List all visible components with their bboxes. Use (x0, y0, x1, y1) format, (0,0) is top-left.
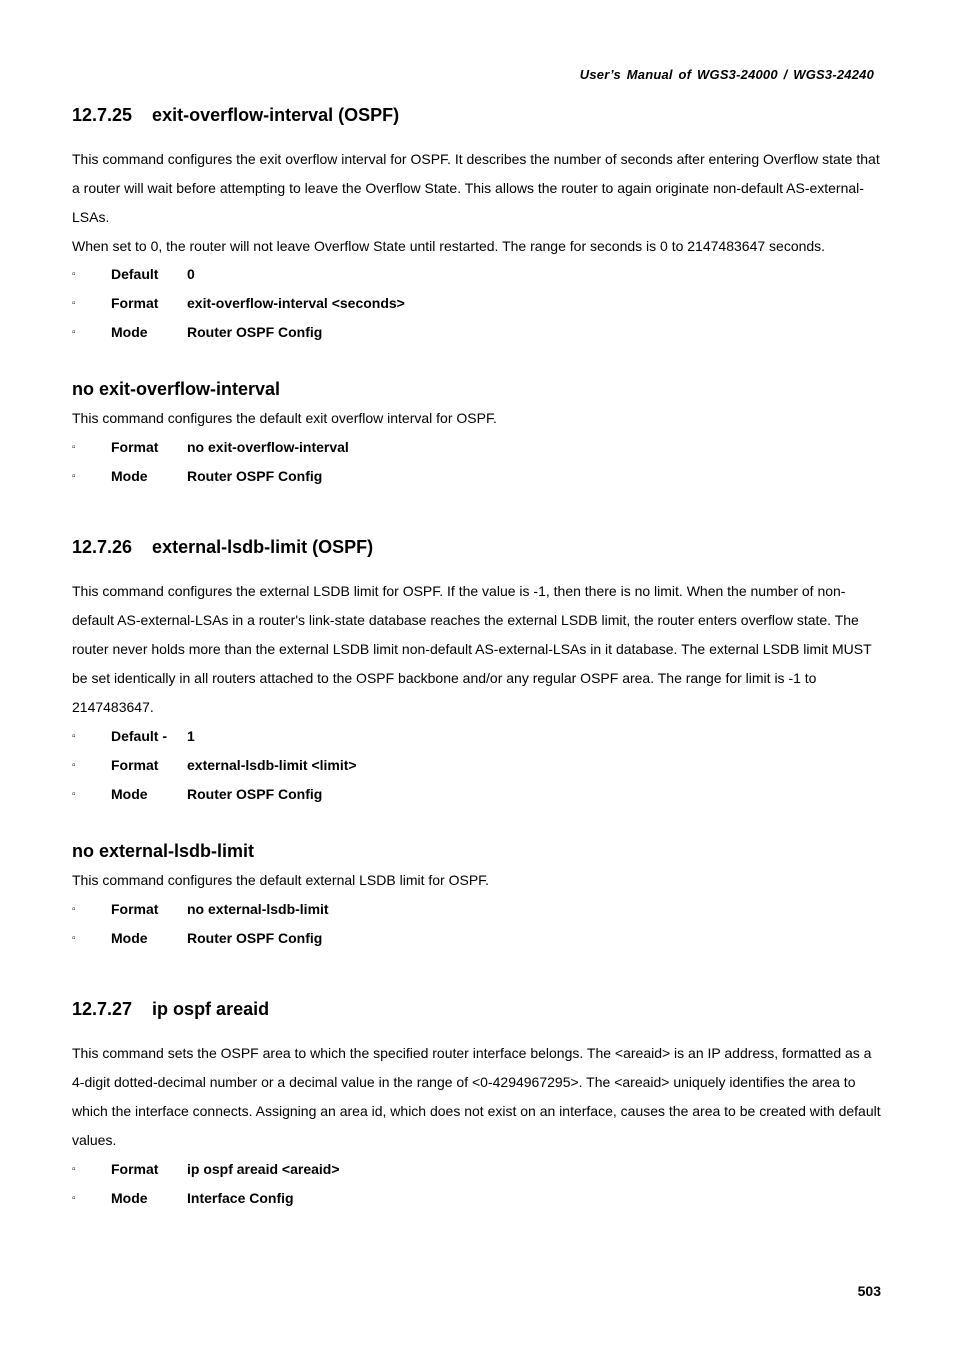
option-format (72, 1155, 340, 1184)
option-format (72, 433, 349, 462)
option-key: Mode (111, 468, 148, 484)
subheading-no-exit-overflow-interval: no exit-overflow-interval (72, 379, 281, 399)
bullet-icon: ▫ (72, 731, 76, 742)
subheading-no-external-lsdb-limit: no external-lsdb-limit (72, 841, 255, 861)
option-mode (72, 780, 357, 809)
paragraph: This command sets the OSPF area to which the specified router interface belongs. The <areaid> is an IP address, formatted as a 4-digit dotted-decimal number or a decimal value in the range of <0-4294967295>. The <areaid> uniquely identifies the area to which the interface connects. Assigning an area id, which does not exist on an interface, causes the area to be created with default values. (72, 1045, 881, 1148)
option-value: Router OSPF Config (187, 930, 323, 946)
option-mode (72, 1184, 340, 1213)
bullet-icon: ▫ (72, 933, 76, 944)
option-mode (72, 318, 405, 347)
option-value: 0 (187, 266, 195, 282)
option-key: Mode (111, 786, 148, 802)
options-list (72, 1155, 340, 1213)
option-value: ip ospf areaid <areaid> (187, 1161, 340, 1177)
paragraph: This command configures the external LSDB limit for OSPF. If the value is -1, then there is no limit. When the number of non-default AS-external-LSAs in a router's link-state database reaches the external LSDB limit, the router enters overflow state. The router never holds more than the external LSDB limit non-default AS-external-LSAs in it database. The external LSDB limit MUST be set identically in all routers attached to the OSPF backbone and/or any regular OSPF area. The range for limit is -1 to 2147483647. (72, 583, 872, 715)
page-number: 503 (857, 1283, 881, 1299)
options-list (72, 260, 405, 347)
option-key: Mode (111, 1190, 148, 1206)
paragraph: This command configures the exit overflow interval for OSPF. It describes the number of seconds after entering Overflow state that a router will wait before attempting to leave the Overflow State. This allows the router to again originate non-default AS-external-LSAs. (72, 151, 880, 225)
option-key: Mode (111, 324, 148, 340)
option-value: Router OSPF Config (187, 324, 323, 340)
paragraph: When set to 0, the router will not leave Overflow State until restarted. The range for seconds is 0 to 2147483647 seconds. (72, 238, 826, 254)
option-value: external-lsdb-limit <limit> (187, 757, 357, 773)
bullet-icon: ▫ (72, 789, 76, 800)
option-key: Default (111, 266, 159, 282)
option-key: Mode (111, 930, 148, 946)
bullet-icon: ▫ (72, 904, 76, 915)
bullet-icon: ▫ (72, 1164, 76, 1175)
bullet-icon: ▫ (72, 298, 76, 309)
running-header: User’s Manual of WGS3-24000 / WGS3-24240 (579, 67, 874, 82)
option-key: Format (111, 1161, 159, 1177)
option-mode (72, 924, 329, 953)
bullet-icon: ▫ (72, 471, 76, 482)
section-body-12-7-25 (72, 145, 884, 261)
paragraph: This command configures the default external LSDB limit for OSPF. (72, 872, 490, 888)
option-format (72, 751, 357, 780)
bullet-icon: ▫ (72, 269, 76, 280)
option-key: Format (111, 901, 159, 917)
options-list (72, 895, 329, 953)
paragraph: This command configures the default exit overflow interval for OSPF. (72, 410, 497, 426)
option-key: Default - (111, 728, 167, 744)
option-value: no exit-overflow-interval (187, 439, 349, 455)
option-default (72, 722, 357, 751)
option-key: Format (111, 439, 159, 455)
section-heading-12-7-27: 12.7.27 ip ospf areaid (72, 999, 270, 1019)
option-value: 1 (187, 728, 195, 744)
option-format (72, 289, 405, 318)
section-heading-12-7-26: 12.7.26 external-lsdb-limit (OSPF) (72, 537, 374, 557)
options-list (72, 433, 349, 491)
option-value: Router OSPF Config (187, 786, 323, 802)
options-list (72, 722, 357, 809)
option-format (72, 895, 329, 924)
option-value: no external-lsdb-limit (187, 901, 329, 917)
option-value: Interface Config (187, 1190, 294, 1206)
section-heading-12-7-25: 12.7.25 exit-overflow-interval (OSPF) (72, 105, 400, 125)
bullet-icon: ▫ (72, 760, 76, 771)
bullet-icon: ▫ (72, 442, 76, 453)
option-value: Router OSPF Config (187, 468, 323, 484)
bullet-icon: ▫ (72, 327, 76, 338)
option-default (72, 260, 405, 289)
option-key: Format (111, 295, 159, 311)
bullet-icon: ▫ (72, 1193, 76, 1204)
option-mode (72, 462, 349, 491)
option-key: Format (111, 757, 159, 773)
option-value: exit-overflow-interval <seconds> (187, 295, 405, 311)
